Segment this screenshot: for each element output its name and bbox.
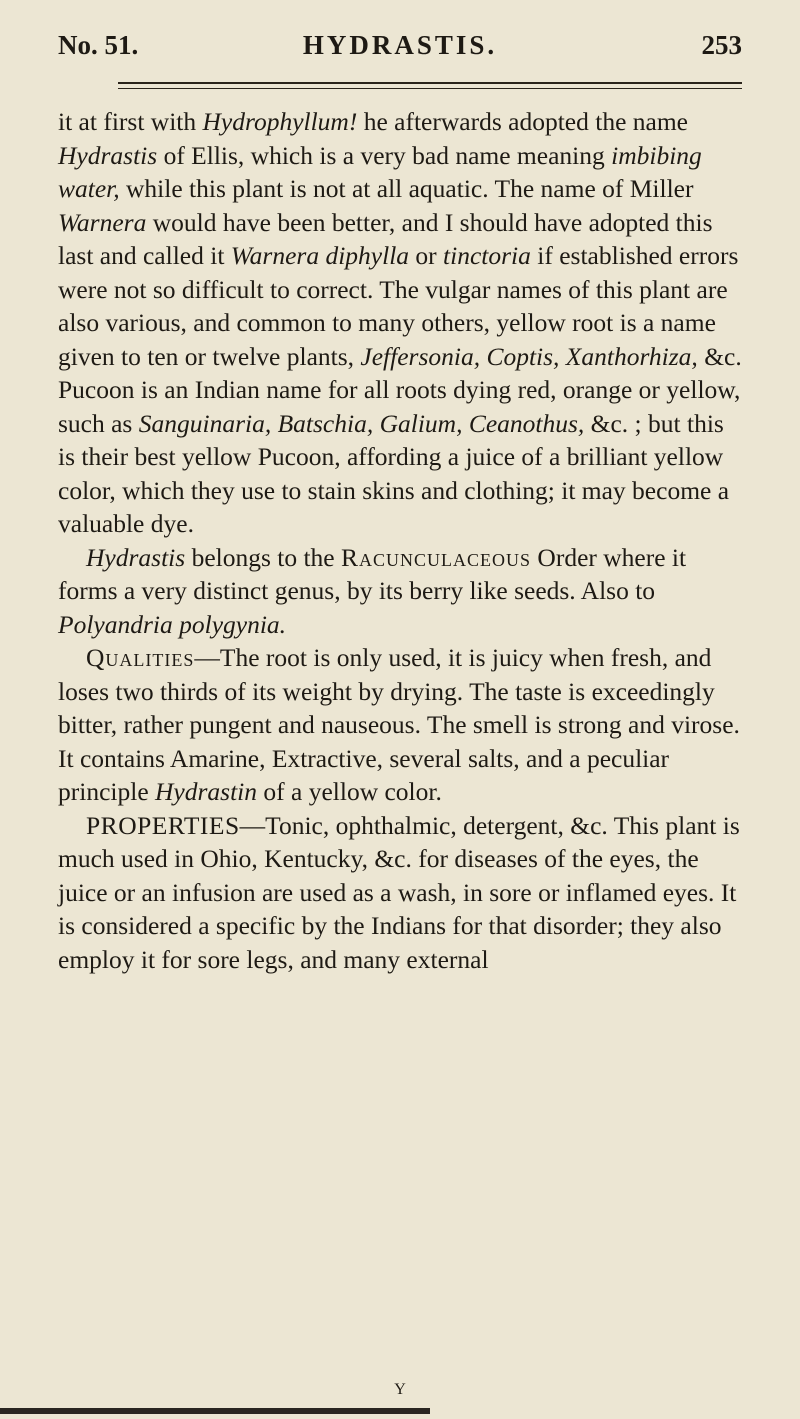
running-header xyxy=(58,24,742,64)
header-rule-thin xyxy=(118,88,742,89)
paragraph-1: it at first with Hydrophyllum! he afterwards adopted the name Hydrastis of Ellis, which is a very bad name meaning imbibing water, while this plant is not at all aquatic. The name of Miller Warnera would have been better, and I should have adopted this last and called it Warnera diphylla or tinctoria if established errors were not so difficult to correct. The vulgar names of this plant are also various, and common to many others, yellow root is a name given to ten or twelve plants, Jeffersonia, Coptis, Xanthorhiza, &c. Pucoon is an Indian name for all roots dying red, orange or yellow, such as Sanguinaria, Batschia, Galium, Ceanothus, &c. ; but this is their best yellow Pucoon, affording a juice of a brilliant yellow color, which they use to stain skins and clothing; it may become a valuable dye. xyxy=(58,107,742,538)
paragraph-properties: PROPERTIES—Tonic, ophthalmic, detergent, &c. This plant is much used in Ohio, Kentucky, &c. for diseases of the eyes, the juice or an infusion are used as a wash, in sore or inflamed eyes. It is considered a specific by the Indians for that disorder; they also employ it for sore legs, and many external xyxy=(58,810,740,974)
paragraph-qualities: Qualities—The root is only used, it is juicy when fresh, and loses two thirds of its weight by drying. The taste is exceedingly bitter, rather pungent and nauseous. The smell is strong and virose. It contains Amarine, Extractive, several salts, and a peculiar principle Hydrastin of a yellow color. xyxy=(58,643,740,806)
page-edge-shadow xyxy=(0,1408,430,1414)
body-text xyxy=(58,105,742,976)
page-number: 253 xyxy=(701,30,742,60)
running-title: HYDRASTIS. xyxy=(302,30,498,60)
header-rule xyxy=(118,82,742,84)
chapter-number: No. 51. xyxy=(58,30,139,60)
paragraph-2: Hydrastis belongs to the Racunculaceous Order where it forms a very distinct genus, by its berry like seeds. Also to Polyandria polygynia. xyxy=(58,542,687,639)
signature-mark: Y xyxy=(394,1381,406,1398)
